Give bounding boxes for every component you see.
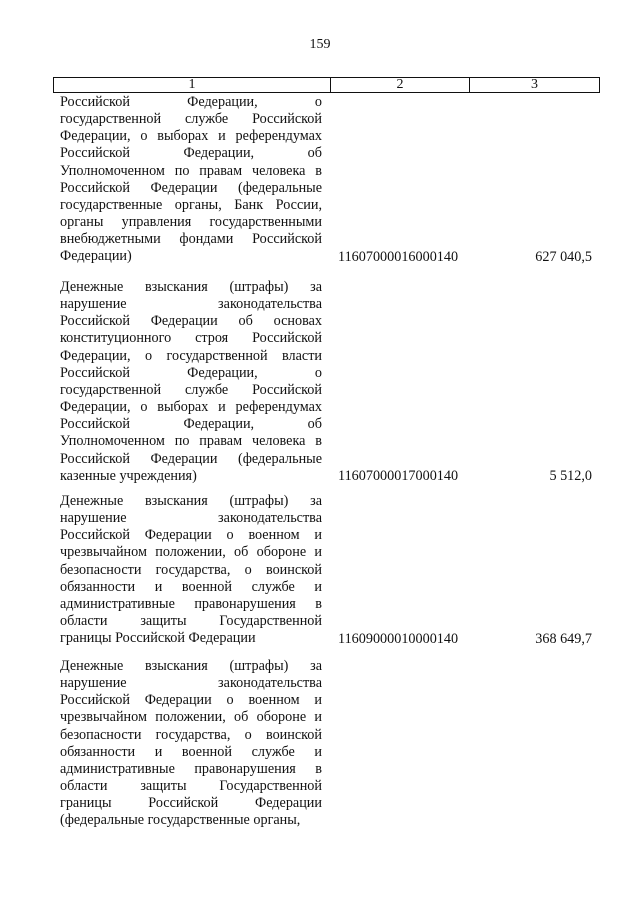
description-line: безопасности государства, о воинской <box>60 726 322 743</box>
description-line: Денежные взыскания (штрафы) за <box>60 493 322 509</box>
description-line: границы Российской Федерации <box>60 630 256 647</box>
description-line: Российской Федерации, о <box>60 94 322 110</box>
description-line: Денежные взыскания (штрафы) за <box>60 658 322 674</box>
table-header <box>53 77 600 93</box>
table-row <box>60 658 600 833</box>
row-description <box>60 658 322 830</box>
row-amount: 368 649,7 <box>535 631 592 647</box>
description-line: чрезвычайном положении, об обороне и <box>60 544 322 561</box>
description-line: казенные учреждения) <box>60 467 197 484</box>
description-line: Федерации, о государственной власти <box>60 347 322 364</box>
description-line: государственной службе Российской <box>60 381 322 398</box>
page-number: 159 <box>309 37 331 52</box>
description-line: границы Российской Федерации <box>60 795 322 812</box>
description-line: внебюджетными фондами Российской <box>60 231 322 248</box>
table-row <box>60 279 600 489</box>
description-line: конституционного строя Российской <box>60 330 322 347</box>
column-header-1: 1 <box>54 78 331 93</box>
row-description <box>60 94 322 266</box>
description-line: нарушение законодательства <box>60 296 322 313</box>
description-line: области защиты Государственной <box>60 778 322 795</box>
row-amount: 627 040,5 <box>535 249 592 265</box>
row-amount: 5 512,0 <box>549 468 592 484</box>
description-line: государственной службе Российской <box>60 111 322 128</box>
description-line: обязанности и военной службе и <box>60 743 322 760</box>
description-line: Федерации) <box>60 248 132 265</box>
description-line: (федеральные государственные органы, <box>60 812 301 829</box>
description-line: Федерации, о выборах и референдумах <box>60 399 322 416</box>
row-description <box>60 279 322 485</box>
description-line: Уполномоченном по правам человека в <box>60 162 322 179</box>
column-header-2: 2 <box>331 78 470 93</box>
row-code: 11609000010000140 <box>338 631 459 647</box>
description-line: Российской Федерации (федеральные <box>60 179 322 196</box>
description-line: Уполномоченном по правам человека в <box>60 433 322 450</box>
row-code: 11607000017000140 <box>338 468 459 484</box>
description-line: чрезвычайном положении, об обороне и <box>60 709 322 726</box>
table-row <box>60 493 600 653</box>
description-line: Российской Федерации, об <box>60 416 322 433</box>
description-line: обязанности и военной службе и <box>60 578 322 595</box>
table-row <box>60 94 600 269</box>
description-line: безопасности государства, о воинской <box>60 561 322 578</box>
description-line: органы управления государственными <box>60 214 322 231</box>
column-header-3: 3 <box>470 78 600 93</box>
description-line: административные правонарушения в <box>60 595 322 612</box>
description-line: нарушение законодательства <box>60 675 322 692</box>
description-line: Российской Федерации, об <box>60 145 322 162</box>
description-line: государственные органы, Банк России, <box>60 196 322 213</box>
description-line: Российской Федерации (федеральные <box>60 450 322 467</box>
description-line: Денежные взыскания (штрафы) за <box>60 279 322 295</box>
description-line: административные правонарушения в <box>60 760 322 777</box>
row-description <box>60 493 322 647</box>
description-line: Российской Федерации, о <box>60 364 322 381</box>
description-line: нарушение законодательства <box>60 510 322 527</box>
row-code: 11607000016000140 <box>338 249 459 265</box>
description-line: Российской Федерации о военном и <box>60 692 322 709</box>
description-line: области защиты Государственной <box>60 613 322 630</box>
description-line: Российской Федерации о военном и <box>60 527 322 544</box>
description-line: Российской Федерации об основах <box>60 313 322 330</box>
description-line: Федерации, о выборах и референдумах <box>60 128 322 145</box>
